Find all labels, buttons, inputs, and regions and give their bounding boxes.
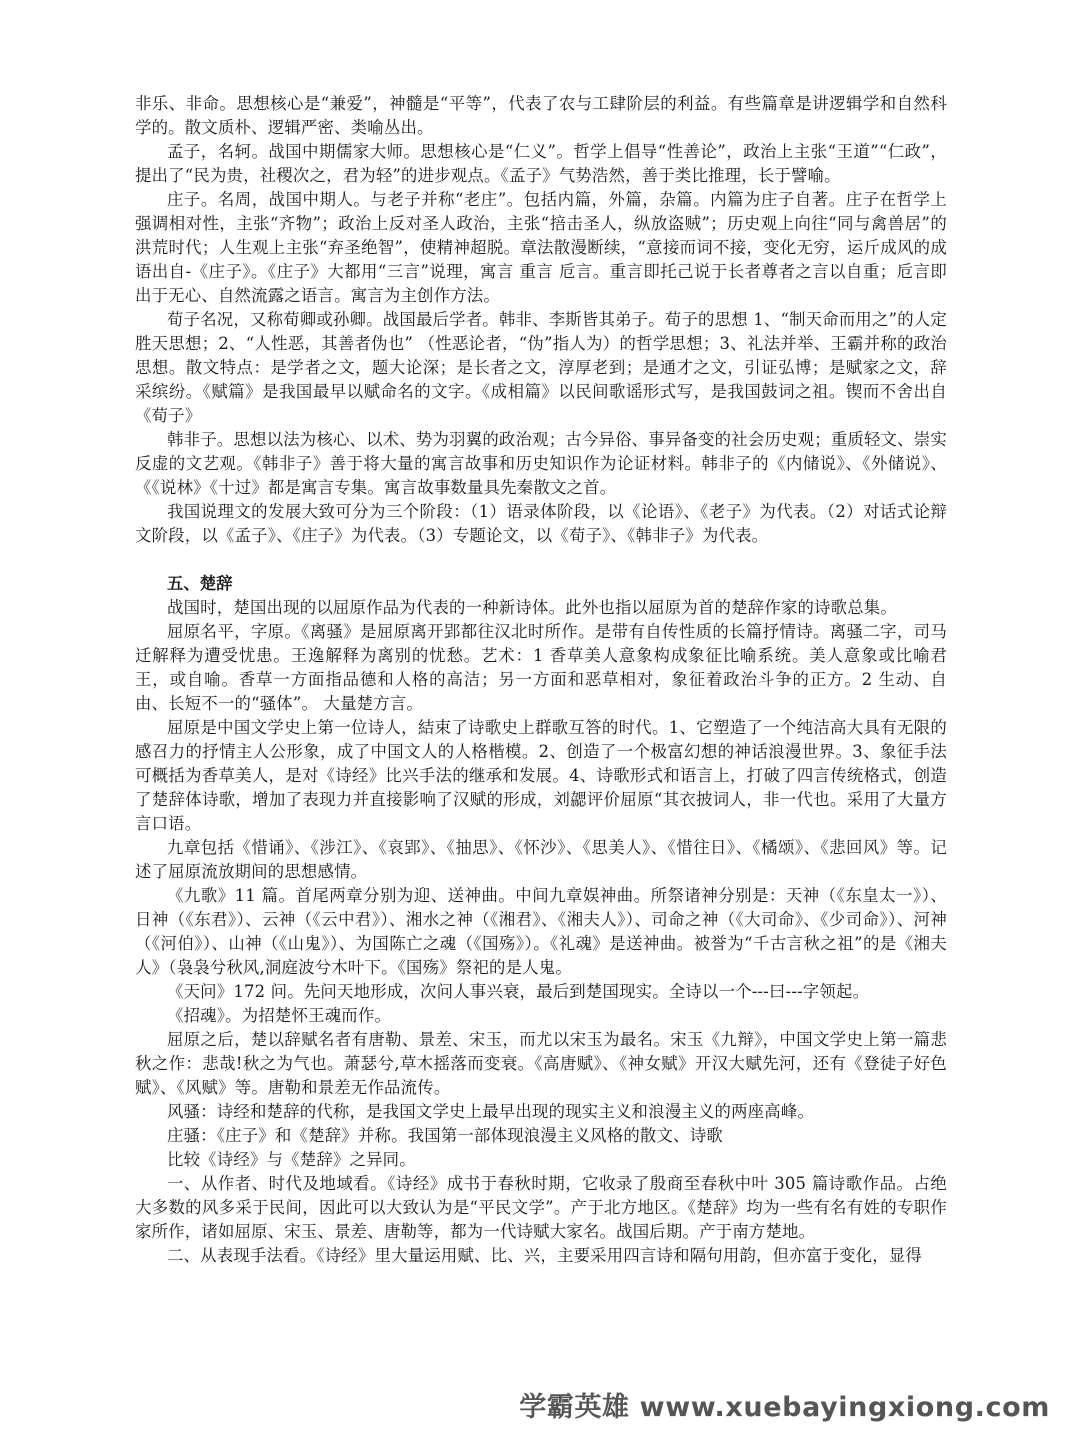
paragraph-quyuan-lisao: 屈原名平，字原。《离骚》是屈原离开郢都往汉北时所作。是带有自传性质的长篇抒情诗。离骚二字，司马迁解释为遭受忧患。王逸解释为离别的忧愁。艺术：1 香草美人意象构成象征比喻系统。美人意象或比喻君王，或自喻。香草一方面指品德和人格的高洁；另一方面和恶草相对，象征着政治斗争的正方。2 生动、自由、长短不一的“骚体”。 大量楚方言。 [135, 622, 947, 713]
paragraph-tianwen: 《天问》172 问。先问天地形成，次问人事兴衰，最后到楚国现实。全诗以一个---曰---字领起。 [167, 982, 870, 1001]
paragraph-mencius: 孟子，名轲。战国中期儒家大师。思想核心是“仁义”。哲学上倡导“性善论”，政治上主张“王道”“仁政”，提出了“民为贵，社稷次之，君为轻”的进步观点。《孟子》气势浩然，善于类比推理，长于譬喻。 [135, 142, 947, 185]
paragraph-jiuge: 《九歌》11 篇。首尾两章分别为迎、送神曲。中间九章娱神曲。所祭诸神分别是：天神（《东皇太一》）、日神（《东君》）、云神（《云中君》）、湘水之神（《湘君》、《湘夫人》）、司命之神（《大司命》、《少司命》）、河神（《河伯》）、山神（《山鬼》）、为国陈亡之魂（《国殇》）。《礼魂》是送神曲。被誉为“千古言秋之祖”的是《湘夫人》（袅袅兮秋风,洞庭波兮木叶下。《国殇》祭祀的是人鬼。 [135, 886, 947, 977]
paragraph-quyuan-significance: 屈原是中国文学史上第一位诗人，結束了诗歌史上群歌互答的时代。1、它塑造了一个纯洁高大具有无限的感召力的抒情主人公形象，成了中国文人的人格楷模。2、创造了一个极富幻想的神话浪漫世界。3、象征手法可概括为香草美人，是对《诗经》比兴手法的继承和发展。4、诗歌形式和语言上，打破了四言传统格式，创造了楚辞体诗歌，增加了表现力并直接影响了汉赋的形成，刘勰评价屈原“其衣披词人，非一代也。采用了大量方言口语。 [135, 718, 947, 833]
paragraph-mozi-continued: 非乐、非命。思想核心是“兼爱”，神髓是“平等”，代表了农与工肆阶层的利益。有些篇章是讲逻辑学和自然科学的。散文质朴、逻辑严密、类喻丛出。 [135, 94, 947, 137]
paragraph-fengsao: 风骚：诗经和楚辞的代称，是我国文学史上最早出现的现实主义和浪漫主义的两座高峰。 [167, 1102, 815, 1121]
paragraph-comparison-authors: 一、从作者、时代及地域看。《诗经》成书于春秋时期，它收录了殷商至春秋中叶 305 篇诗歌作品。占绝大多数的风多采于民间，因此可以大致认为是“平民文学”。产于北方地区。《楚辞》均为一些有名有姓的专职作家所作，诸如屈原、宋玉、景差、唐勒等，都为一代诗赋大家名。战国后期。产于南方楚地。 [135, 1174, 947, 1241]
paragraph-zhuangzi: 庄子。名周，战国中期人。与老子并称“老庄”。包括内篇，外篇，杂篇。内篇为庄子自著。庄子在哲学上强调相对性，主张“齐物”；政治上反对圣人政治，主张“掊击圣人，纵放盗贼”；历史观上向往“同与禽兽居”的洪荒时代；人生观上主张“弃圣绝智”，使精神超脱。章法散漫断续，“意接而词不接，变化无穷，运斤成风的成语出自-《庄子》。《庄子》大都用“三言”说理，寓言 重言 卮言。重言即托己说于长者尊者之言以自重；卮言即出于无心、自然流露之语言。寓言为主创作方法。 [135, 190, 947, 305]
paragraph-chuci-definition: 战国时，楚国出现的以屈原作品为代表的一种新诗体。此外也指以屈原为首的楚辞作家的诗歌总集。 [167, 598, 897, 617]
section-heading-chuci: 五、楚辞 [167, 574, 233, 593]
paragraph-after-quyuan: 屈原之后，楚以辞赋名者有唐勒、景差、宋玉，而尤以宋玉为最名。宋玉《九辩》，中国文学史上第一篇悲秋之作：悲哉!秋之为气也。萧瑟兮,草木摇落而变衰。《高唐赋》、《神女赋》开汉大赋先河，还有《登徒子好色赋》、《风赋》等。唐勒和景差无作品流传。 [135, 1030, 947, 1097]
paragraph-xunzi: 荀子名况，又称荀卿或孙卿。战国最后学者。韩非、李斯皆其弟子。荀子的思想 1、“制天命而用之”的人定胜天思想；2、“人性恶，其善者伪也” （性恶论者，“伪”指人为）的哲学思想；3、礼法并举、王霸并称的政治思想。散文特点：是学者之文，题大论深；是长者之文，淳厚老到；是通才之文，引证弘博；是赋家之文，辞采缤纷。《赋篇》是我国最早以赋命名的文字。《成相篇》以民间歌谣形式写，是我国鼓词之祖。锲而不舍出自《荀子》 [135, 310, 947, 425]
document-body [135, 92, 947, 1268]
paragraph-hanfeizi: 韩非子。思想以法为核心、以术、势为羽翼的政治观；古今异俗、事异备变的社会历史观；重质轻文、崇实反虚的文艺观。《韩非子》善于将大量的寓言故事和历史知识作为论证材料。韩非子的《内储说》、《外储说》、《《说林》《十过》都是寓言专集。寓言故事数量具先秦散文之首。 [135, 430, 947, 497]
paragraph-argumentation-stages: 我国说理文的发展大致可分为三个阶段：（1）语录体阶段，以《论语》、《老子》为代表。（2）对话式论辩文阶段，以《孟子》、《庄子》为代表。（3）专题论文，以《荀子》、《韩非子》为代表。 [135, 502, 947, 545]
section-spacer [135, 548, 947, 572]
site-watermark: 学霸英雄 www.xuebayingxiong.com [519, 1392, 1050, 1423]
paragraph-comparison-title: 比较《诗经》与《楚辞》之异同。 [167, 1150, 416, 1169]
paragraph-zhuangsao: 庄骚：《庄子》和《楚辞》并称。我国第一部体现浪漫主义风格的散文、诗歌 [167, 1126, 723, 1145]
paragraph-zhaohun: 《招魂》。为招楚怀王魂而作。 [167, 1006, 392, 1025]
paragraph-comparison-techniques: 二、从表现手法看。《诗经》里大量运用赋、比、兴，主要采用四言诗和隔句用韵，但亦富于变化，显得 [167, 1246, 922, 1265]
paragraph-jiuzhang: 九章包括《惜诵》、《涉江》、《哀郢》、《抽思》、《怀沙》、《思美人》、《惜往日》、《橘颂》、《悲回风》等。记述了屈原流放期间的思想感情。 [135, 838, 947, 881]
